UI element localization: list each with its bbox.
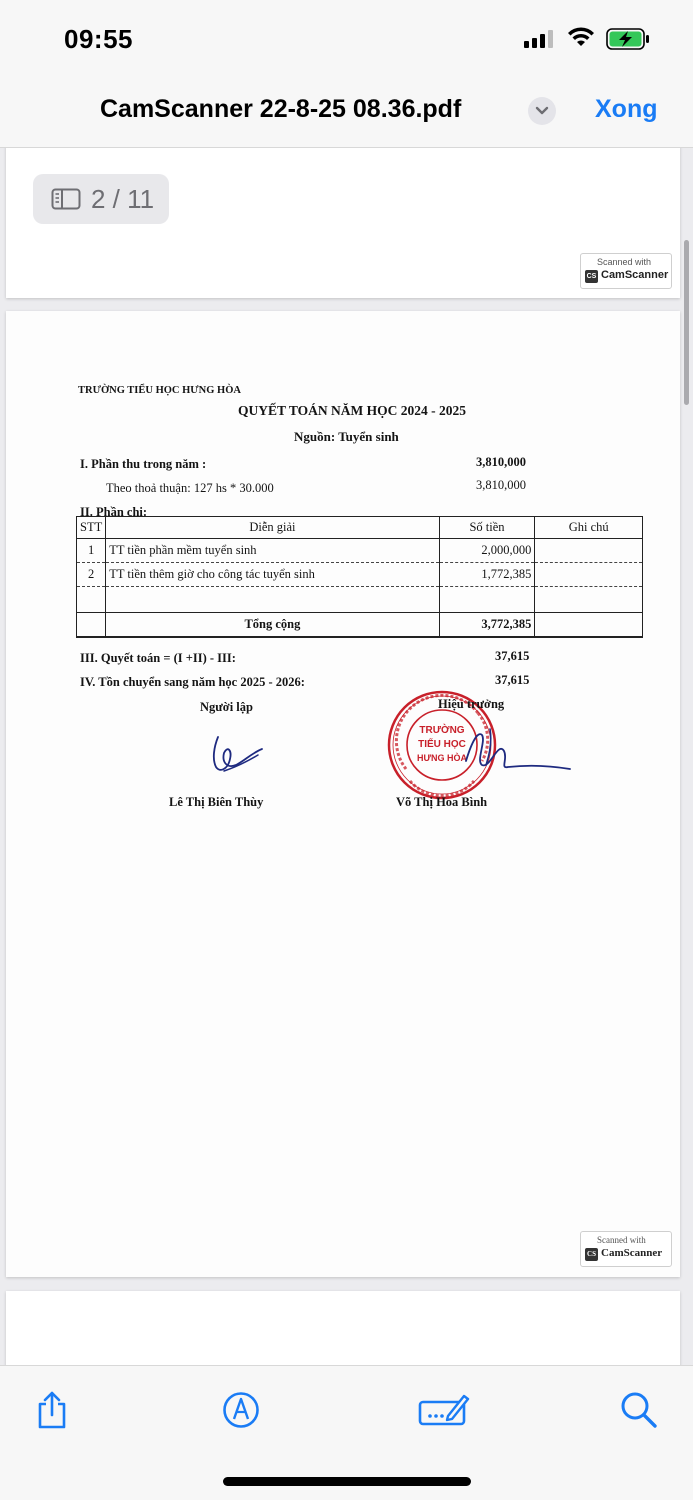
column-header: Diễn giải <box>106 517 439 539</box>
search-button[interactable] <box>617 1388 661 1432</box>
carryover-label: IV. Tồn chuyển sang năm học 2025 - 2026: <box>80 675 305 689</box>
share-icon <box>34 1390 70 1430</box>
preparer-role: Người lập <box>200 700 253 714</box>
preparer-signature <box>206 731 276 779</box>
income-detail-value: 3,810,000 <box>476 478 526 492</box>
page-counter: 2 / 11 <box>91 183 155 214</box>
done-button[interactable]: Xong <box>595 95 658 123</box>
document-viewer[interactable] <box>0 148 693 1365</box>
settlement-label: III. Quyết toán = (I +II) - III: <box>80 651 236 665</box>
document-title[interactable]: CamScanner 22-8-25 08.36.pdf <box>100 95 462 123</box>
scrollbar[interactable] <box>684 240 689 405</box>
search-icon <box>619 1390 659 1430</box>
principal-signature <box>446 721 576 781</box>
income-label: I. Phần thu trong năm : <box>80 457 207 471</box>
page-indicator[interactable] <box>33 174 169 224</box>
total-value: 3,772,385 <box>439 613 535 637</box>
school-name: TRƯỜNG TIỂU HỌC HƯNG HÒA <box>78 385 241 396</box>
principal-name: Võ Thị Hoa Bình <box>396 795 488 809</box>
expense-label: II. Phần chi: <box>80 505 148 519</box>
svg-text:TRƯỜNG: TRƯỜNG <box>419 725 465 736</box>
battery-charging-icon <box>606 28 650 50</box>
table-row <box>77 587 643 613</box>
table-header-row <box>77 517 643 539</box>
share-button[interactable] <box>30 1388 74 1432</box>
wifi-icon <box>566 26 596 48</box>
markup-icon <box>221 1390 261 1430</box>
chevron-down-icon <box>535 106 549 116</box>
total-label: Tổng cộng <box>106 613 439 637</box>
signature-button[interactable] <box>418 1388 470 1432</box>
cellular-signal-icon <box>524 30 553 48</box>
signature-icon <box>418 1392 470 1428</box>
preparer-name: Lê Thị Biên Thùy <box>169 795 264 809</box>
carryover-value: 37,615 <box>495 673 530 687</box>
svg-text:TIỂU HỌC: TIỂU HỌC <box>418 739 466 750</box>
camscanner-logo-icon: CS <box>585 1248 598 1261</box>
pdf-page-2 <box>6 311 680 1277</box>
sidebar-icon <box>51 188 81 210</box>
column-header: STT <box>77 517 106 539</box>
camscanner-watermark: Scanned with CS CamScanner <box>580 1231 672 1267</box>
settlement-value: 37,615 <box>495 649 530 663</box>
navigation-bar <box>0 75 693 148</box>
title-menu-button[interactable] <box>528 97 556 125</box>
document-heading: QUYẾT TOÁN NĂM HỌC 2024 - 2025 <box>238 403 467 418</box>
svg-text:HƯNG HÒA: HƯNG HÒA <box>417 753 467 763</box>
table-row: 2 TT tiền thêm giờ cho công tác tuyển sinh 1,772,385 <box>77 563 643 587</box>
table-row: 1 TT tiền phần mềm tuyển sinh 2,000,000 <box>77 539 643 563</box>
clock: 09:55 <box>64 24 133 54</box>
table-total-row <box>77 613 643 637</box>
expense-table <box>76 516 643 638</box>
income-detail-label: Theo thoả thuận: 127 hs * 30.000 <box>106 481 274 495</box>
column-header: Ghi chú <box>535 517 643 539</box>
home-indicator[interactable] <box>223 1477 471 1486</box>
markup-button[interactable] <box>219 1388 263 1432</box>
status-bar <box>0 0 693 75</box>
camscanner-logo-icon: CS <box>585 270 598 283</box>
camscanner-watermark: Scanned with CS CamScanner <box>580 253 672 289</box>
income-value: 3,810,000 <box>476 455 526 469</box>
bottom-toolbar <box>0 1365 693 1500</box>
column-header: Số tiền <box>439 517 535 539</box>
document-source: Nguồn: Tuyển sinh <box>294 429 399 444</box>
principal-role: Hiệu trưởng <box>438 697 505 711</box>
pdf-page-3 <box>6 1291 680 1365</box>
